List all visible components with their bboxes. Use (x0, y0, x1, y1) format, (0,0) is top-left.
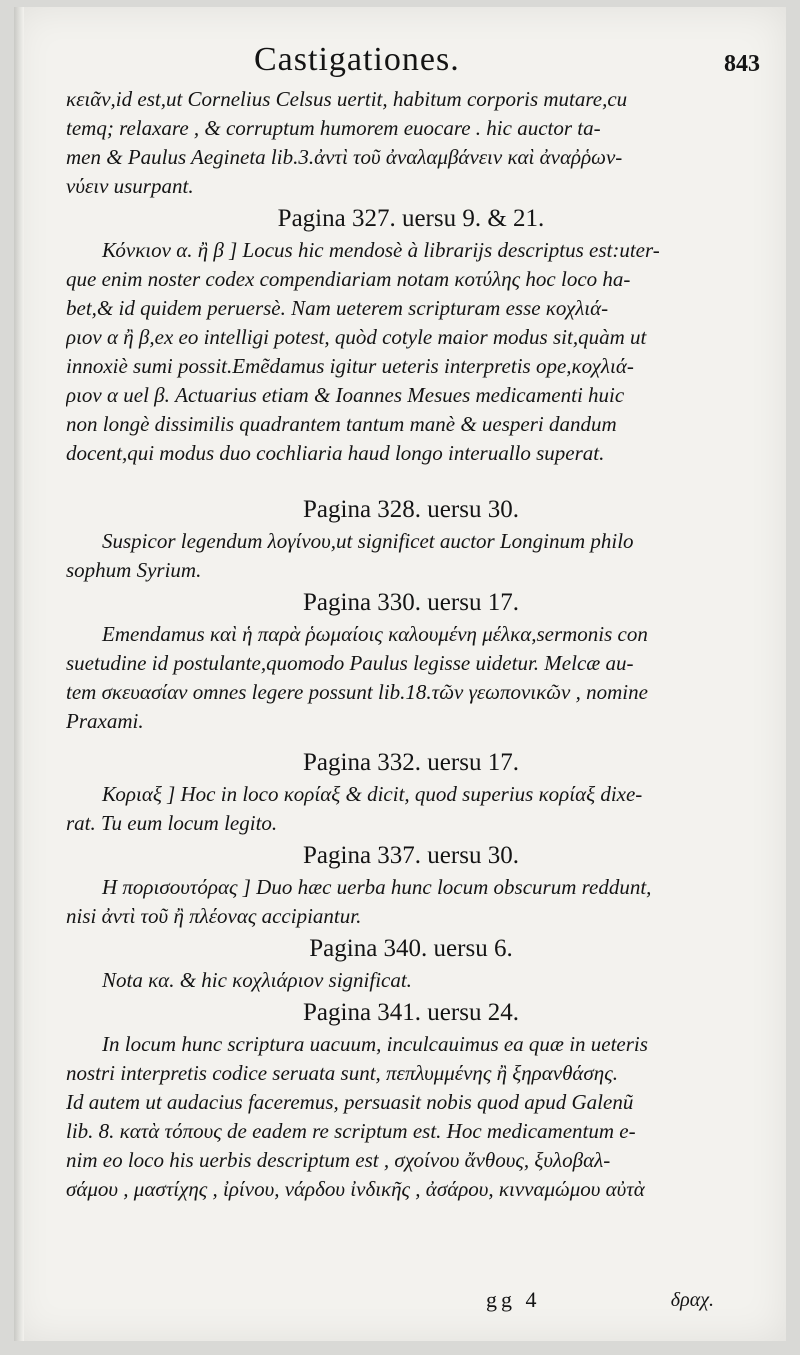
text-line: bet,& id quidem peruersè. Nam ueterem scripturam esse κοχλιά- (66, 296, 609, 320)
text-line: non longè dissimilis quadrantem tantum manè & uesperi dandum (66, 412, 617, 436)
text-line: temq; relaxare , & corruptum humorem euocare . hic auctor ta- (66, 116, 601, 140)
text-line: nostri interpretis codice seruata sunt, πεπλυμμένης ἢ ξηρανθάσης. (66, 1061, 618, 1085)
text-line: nisi ἀντὶ τοῦ ἢ πλέονας accipiantur. (66, 904, 362, 928)
page-spine-shadow (14, 7, 24, 1341)
text-block (66, 85, 756, 1204)
section-heading: Pagina 327. uersu 9. & 21. (277, 205, 545, 232)
text-line: Praxami. (66, 709, 144, 733)
running-title: Castigationes. (254, 41, 460, 78)
signature-mark: gg 4 (486, 1287, 541, 1312)
section-heading: Pagina 328. uersu 30. (303, 496, 519, 523)
text-line: tem σκευασίαν omnes legere possunt lib.18.τῶν γεωπονικῶν , nomine (66, 680, 648, 704)
text-line: νύειν usurpant. (66, 174, 194, 198)
text-line: suetudine id postulante,quomodo Paulus legisse uidetur. Melcæ au- (66, 651, 634, 675)
text-line: Η πορισουτόρας ] Duo hæc uerba hunc locum obscurum reddunt, (102, 875, 652, 899)
text-line: κειᾶν,id est,ut Cornelius Celsus uertit, habitum corporis mutare,cu (66, 87, 628, 111)
text-line: rat. Tu eum locum legito. (66, 811, 278, 835)
text-line: Id autem ut audacius faceremus, persuasit nobis quod apud Galenũ (66, 1090, 634, 1114)
book-page (14, 7, 786, 1341)
text-line: que enim noster codex compendiariam notam κοτύλης hoc loco ha- (66, 267, 631, 291)
text-line: innoxiè sumi possit.Emẽdamus igitur ueteris interpretis ope,κοχλιά- (66, 354, 634, 378)
text-line: nim eo loco his uerbis descriptum est , σχοίνου ἄνθους, ξυλοβαλ- (66, 1148, 611, 1172)
section-heading: Pagina 330. uersu 17. (303, 589, 519, 616)
text-line: ριον α ἢ β,ex eo intelligi potest, quòd cotyle maior modus sit,quàm ut (66, 325, 647, 349)
text-line: Κόνκιον α. ἢ β ] Locus hic mendosè à librarijs descriptus est:uter- (102, 238, 660, 262)
page-number: 843 (724, 51, 760, 77)
text-line: Suspicor legendum λογίνου,ut significet auctor Longinum philo (102, 529, 634, 553)
section-heading: Pagina 341. uersu 24. (303, 999, 519, 1026)
running-header (14, 35, 786, 85)
section-heading: Pagina 340. uersu 6. (309, 935, 513, 962)
text-line: Nota κα. & hic κοχλιάριον significat. (102, 968, 412, 992)
text-line: sophum Syrium. (66, 558, 202, 582)
text-line: docent,qui modus duo cochliaria haud longo interuallo superat. (66, 441, 605, 465)
text-line: men & Paulus Aegineta lib.3.ἀντὶ τοῦ ἀναλαμβάνειν καὶ ἀναῤῥων- (66, 145, 623, 169)
text-line: Emendamus καὶ ἡ παρὰ ῥωμαίοις καλουμένη μέλκα,sermonis con (102, 622, 648, 646)
text-line: In locum hunc scriptura uacuum, inculcauimus ea quæ in ueteris (102, 1032, 648, 1056)
text-line: ριον α uel β. Actuarius etiam & Ioannes Mesues medicamenti huic (66, 383, 625, 407)
section-heading: Pagina 332. uersu 17. (303, 749, 519, 776)
page-footer (14, 1287, 786, 1317)
text-line: Κοριαξ ] Hoc in loco κορίαξ & dicit, quod superius κορίαξ dixe- (102, 782, 643, 806)
text-line: lib. 8. κατὰ τόπους de eadem re scriptum est. Hoc medicamentum e- (66, 1119, 636, 1143)
text-line: σάμου , μαστίχης , ἰρίνου, νάρδου ἰνδικῆς , ἀσάρου, κινναμώμου αὐτὰ (66, 1177, 645, 1201)
catchword: δραχ. (670, 1289, 714, 1311)
section-heading: Pagina 337. uersu 30. (303, 842, 519, 869)
